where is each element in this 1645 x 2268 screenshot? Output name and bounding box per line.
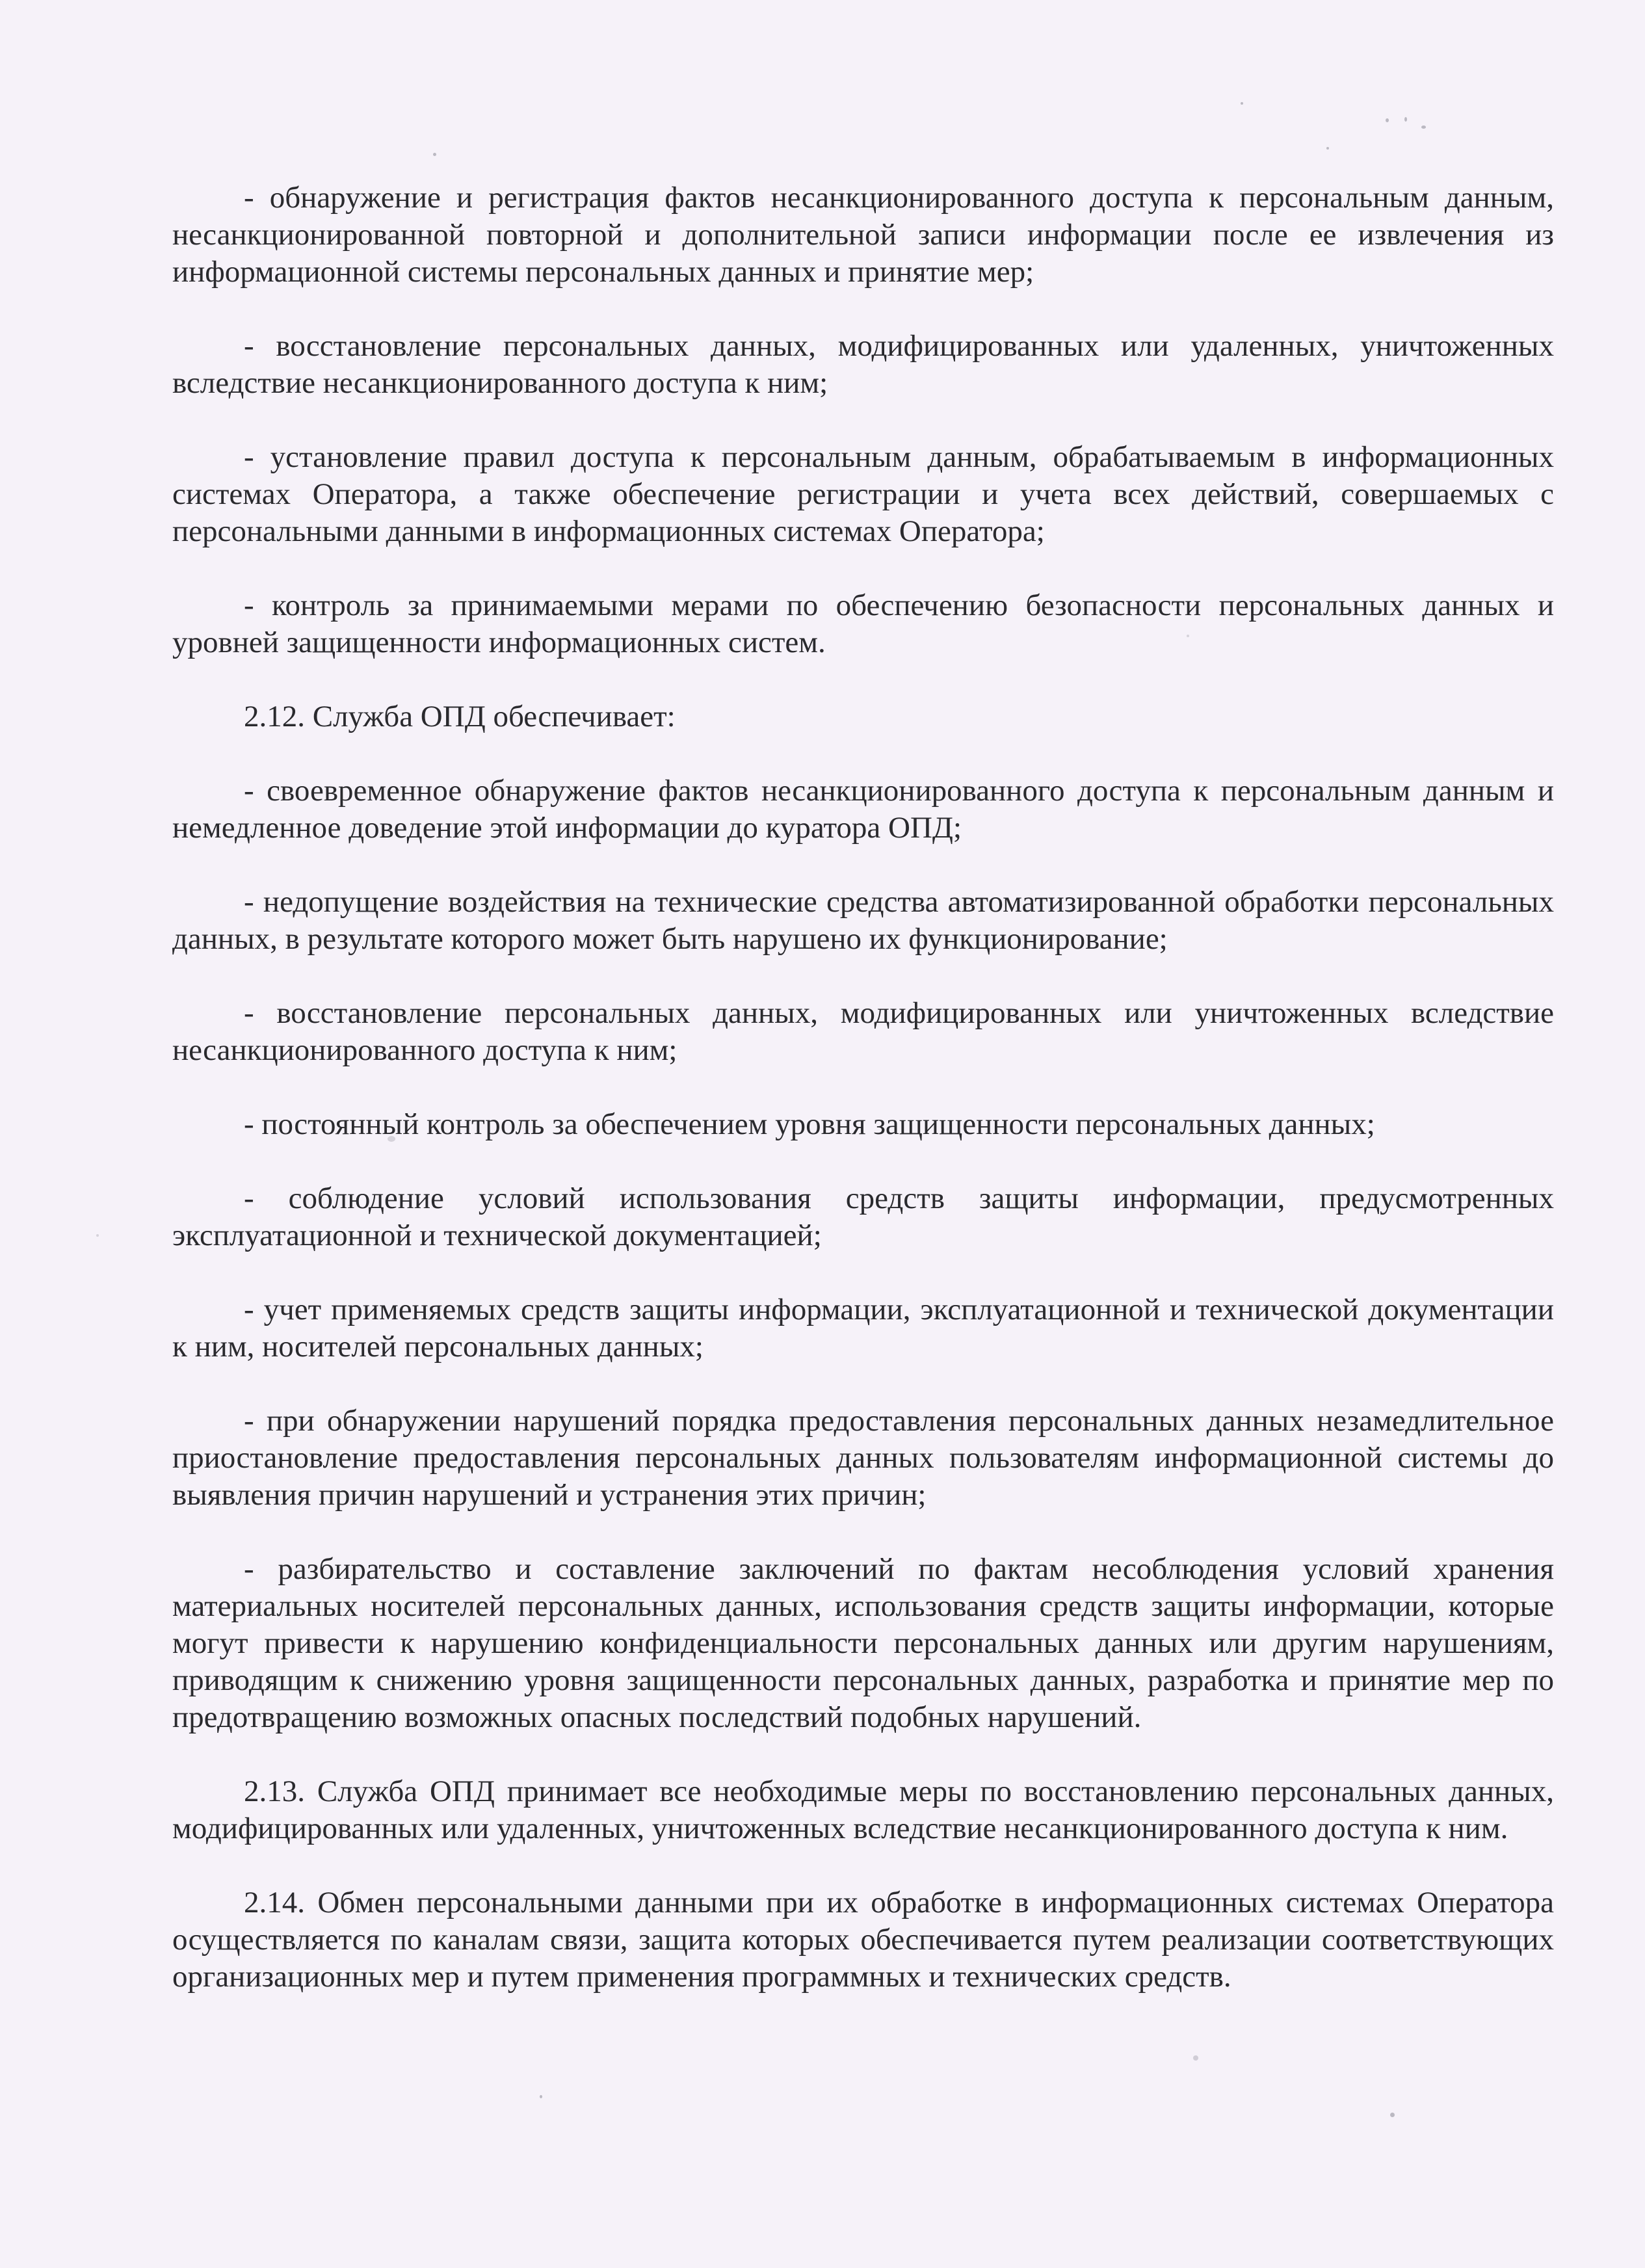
scan-speck — [1193, 2055, 1198, 2061]
scan-speck — [1404, 117, 1407, 122]
list-item-constant-control: - постоянный контроль за обеспечением уровня защищенности персональных данных; — [244, 1107, 1375, 1141]
document-body — [172, 179, 1554, 1996]
scan-speck — [433, 153, 436, 156]
section-2-13: 2.13. Служба ОПД принимает все необходимые меры по восстановлению персональных данных, модифицированных или удаленных, уничтоженных вследствие несанкционированного доступа к ним. — [172, 1774, 1554, 1845]
list-item-prevent-impact: - недопущение воздействия на технические средства автоматизированной обработки персональных данных, в результате которого может быть нарушено их функционирование; — [172, 885, 1554, 956]
scan-speck — [1421, 125, 1426, 129]
section-2-14: 2.14. Обмен персональными данными при их обработке в информационных системах Оператора осуществляется по каналам связи, защита которых обеспечивается путем реализации соответствующих организационных мер и путем применения программных и технических средств. — [172, 1886, 1554, 1994]
scan-speck — [1326, 147, 1329, 150]
list-item-security-control: - контроль за принимаемыми мерами по обеспечению безопасности персональных данных и уровней защищенности информационных систем. — [172, 588, 1554, 659]
scan-speck — [1386, 118, 1389, 122]
list-item-accounting: - учет применяемых средств защиты информации, эксплуатационной и технической документации к ним, носителей персональных данных; — [172, 1293, 1554, 1364]
list-item-investigation: - разбирательство и составление заключений по фактам несоблюдения условий хранения материальных носителей персональных данных, использования средств защиты информации, которые могут привести к нарушению конфиденциальности персональных данных или другим нарушениям, приводящим к снижению уровня защищенности персональных данных, разработка и принятие мер по предотвращению возможных опасных последствий подобных нарушений. — [172, 1552, 1554, 1734]
list-item-restoration: - восстановление персональных данных, модифицированных или уничтоженных вследствие несанкционированного доступа к ним; — [172, 996, 1554, 1067]
list-item-compliance: - соблюдение условий использования средств защиты информации, предусмотренных эксплуатационной и технической документацией; — [172, 1181, 1554, 1252]
scan-speck — [96, 1234, 99, 1237]
list-item-access-rules: - установление правил доступа к персональным данным, обрабатываемым в информационных системах Оператора, а также обеспечение регистрации и учета всех действий, совершаемых с персональными данными в информационных системах Оператора; — [172, 440, 1554, 548]
list-item-data-restoration: - восстановление персональных данных, модифицированных или удаленных, уничтоженных вследствие несанкционированного доступа к ним; — [172, 329, 1554, 400]
list-item-suspension: - при обнаружении нарушений порядка предоставления персональных данных незамедлительное приостановление предоставления персональных данных пользователям информационной системы до выявления причин нарушений и устранения этих причин; — [172, 1404, 1554, 1512]
list-item-detection-registration: - обнаружение и регистрация фактов несанкционированного доступа к персональным данным, несанкционированной повторной и дополнительной записи информации после ее извлечения из информационной системы персональных данных и принятие мер; — [172, 181, 1554, 289]
list-item-timely-detection: - своевременное обнаружение фактов несанкционированного доступа к персональным данным и немедленное доведение этой информации до куратора ОПД; — [172, 774, 1554, 845]
scan-speck — [1241, 102, 1243, 105]
section-2-12-heading: 2.12. Служба ОПД обеспечивает: — [244, 700, 676, 733]
scan-speck — [540, 2095, 542, 2098]
scan-speck — [1390, 2113, 1395, 2117]
